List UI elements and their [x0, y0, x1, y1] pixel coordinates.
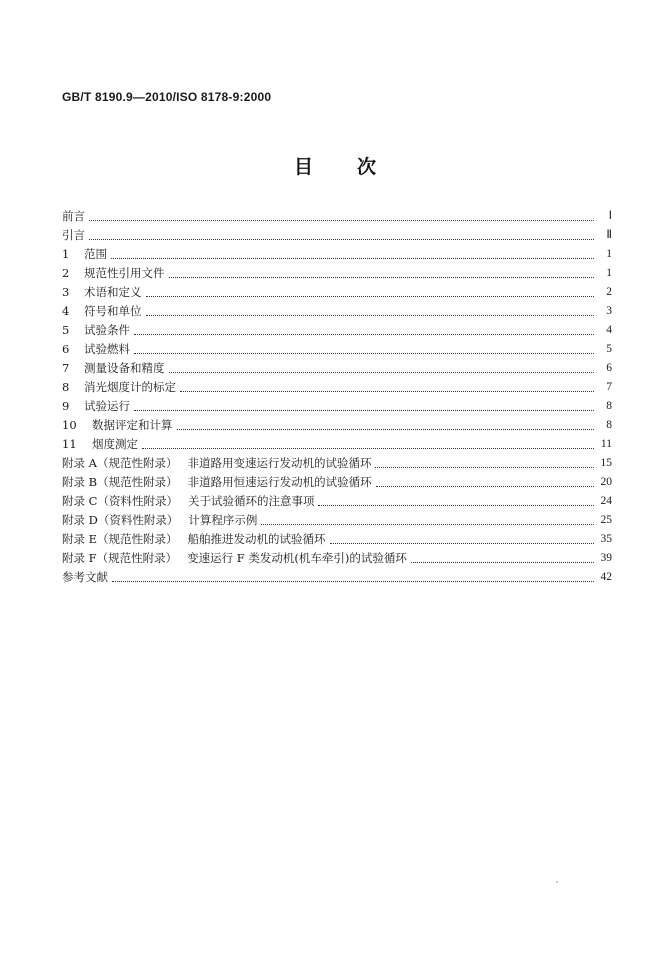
toc-page-number: Ⅱ [606, 229, 612, 241]
toc-page-number: 8 [606, 419, 612, 431]
toc-dot-leader [142, 447, 594, 449]
toc-entry-title: 术语和定义 [84, 285, 142, 299]
toc-page-number: 42 [600, 571, 612, 583]
toc-dot-leader [330, 542, 594, 544]
toc-entry-section-2[interactable] [62, 264, 612, 283]
toc-entry-title: 符号和单位 [84, 304, 142, 318]
toc-dot-leader [411, 561, 594, 563]
toc-entry-title: 引言 [62, 228, 85, 242]
page-title [0, 152, 670, 179]
table-of-contents [62, 207, 612, 587]
toc-page-number: 11 [600, 438, 612, 450]
toc-entry-section-7[interactable] [62, 359, 612, 378]
toc-entry-title: 关于试验循环的注意事项 [187, 494, 315, 508]
toc-entry-bibliography[interactable] [62, 568, 612, 587]
toc-page-number: 7 [606, 381, 612, 393]
toc-section-number: 11 [62, 437, 77, 451]
standard-code-header: GB/T 8190.9—2010/ISO 8178-9:2000 [62, 90, 272, 104]
toc-entry-title: 变速运行 F 类发动机(机车牵引)的试验循环 [187, 551, 407, 565]
toc-entry-section-11[interactable] [62, 435, 612, 454]
toc-entry-section-4[interactable] [62, 302, 612, 321]
toc-annex-label: 附录 F（规范性附录） [62, 551, 178, 565]
toc-section-number: 8 [62, 380, 70, 394]
toc-dot-leader [146, 295, 595, 297]
toc-page-number: 15 [600, 457, 612, 469]
toc-dot-leader [112, 580, 594, 582]
toc-entry-annex-f[interactable] [62, 549, 612, 568]
toc-dot-leader [146, 314, 595, 316]
toc-page-number: 35 [600, 533, 612, 545]
toc-entry-section-8[interactable] [62, 378, 612, 397]
toc-section-number: 10 [62, 418, 77, 432]
toc-section-number: 7 [62, 361, 70, 375]
toc-dot-leader [111, 257, 594, 259]
toc-page-number: 39 [600, 552, 612, 564]
toc-annex-label: 附录 C（资料性附录） [62, 494, 178, 508]
toc-entry-title: 消光烟度计的标定 [84, 380, 176, 394]
toc-page-number: 2 [606, 286, 612, 298]
toc-entry-title: 烟度测定 [92, 437, 138, 451]
toc-dot-leader [134, 333, 594, 335]
toc-section-number: 6 [62, 342, 70, 356]
toc-section-number: 9 [62, 399, 70, 413]
toc-annex-label: 附录 E（规范性附录） [62, 532, 178, 546]
toc-dot-leader [134, 352, 594, 354]
toc-page-number: 1 [606, 267, 612, 279]
toc-section-number: 5 [62, 323, 70, 337]
toc-annex-label: 附录 D（资料性附录） [62, 513, 179, 527]
toc-section-number: 4 [62, 304, 70, 318]
toc-page-number: 8 [606, 400, 612, 412]
scan-speck [556, 881, 558, 883]
toc-entry-section-3[interactable] [62, 283, 612, 302]
toc-annex-label: 附录 B（规范性附录） [62, 475, 178, 489]
toc-entry-title: 非道路用恒速运行发动机的试验循环 [187, 475, 372, 489]
toc-entry-title: 试验运行 [84, 399, 130, 413]
page-title-char-2: 次 [357, 156, 377, 178]
toc-page-number: 5 [606, 343, 612, 355]
toc-entry-title: 范围 [84, 247, 107, 261]
toc-dot-leader [261, 523, 594, 525]
toc-entry-section-10[interactable] [62, 416, 612, 435]
toc-page-number: 24 [600, 495, 612, 507]
toc-entry-annex-a[interactable] [62, 454, 612, 473]
toc-dot-leader [134, 409, 594, 411]
toc-page-number: Ⅰ [608, 210, 612, 222]
toc-entry-title: 前言 [62, 209, 85, 223]
toc-annex-label: 附录 A（规范性附录） [62, 456, 178, 470]
toc-entry-annex-b[interactable] [62, 473, 612, 492]
toc-page-number: 25 [600, 514, 612, 526]
toc-entry-title: 测量设备和精度 [84, 361, 165, 375]
toc-page-number: 1 [606, 248, 612, 260]
toc-section-number: 1 [62, 247, 70, 261]
toc-dot-leader [318, 504, 594, 506]
toc-page-number: 3 [606, 305, 612, 317]
page-title-char-1: 目 [293, 156, 313, 178]
toc-section-number: 3 [62, 285, 70, 299]
toc-entry-title: 参考文献 [62, 570, 108, 584]
toc-section-number: 2 [62, 266, 70, 280]
toc-entry-title: 船舶推进发动机的试验循环 [187, 532, 326, 546]
toc-entry-annex-e[interactable] [62, 530, 612, 549]
toc-entry-title: 数据评定和计算 [92, 418, 173, 432]
toc-entry-title: 非道路用变速运行发动机的试验循环 [187, 456, 372, 470]
toc-dot-leader [169, 276, 595, 278]
toc-dot-leader [169, 371, 595, 373]
toc-entry-foreword[interactable] [62, 207, 612, 226]
toc-page-number: 4 [606, 324, 612, 336]
toc-entry-annex-d[interactable] [62, 511, 612, 530]
toc-entry-title: 试验燃料 [84, 342, 130, 356]
toc-entry-section-5[interactable] [62, 321, 612, 340]
toc-page-number: 6 [606, 362, 612, 374]
toc-dot-leader [375, 466, 594, 468]
toc-dot-leader [89, 238, 594, 240]
toc-entry-section-6[interactable] [62, 340, 612, 359]
toc-dot-leader [89, 219, 594, 221]
toc-dot-leader [180, 390, 594, 392]
toc-dot-leader [177, 428, 595, 430]
toc-dot-leader [376, 485, 594, 487]
toc-entry-title: 计算程序示例 [188, 513, 258, 527]
toc-entry-title: 试验条件 [84, 323, 130, 337]
toc-entry-title: 规范性引用文件 [84, 266, 165, 280]
toc-entry-section-1[interactable] [62, 245, 612, 264]
toc-entry-annex-c[interactable] [62, 492, 612, 511]
toc-entry-section-9[interactable] [62, 397, 612, 416]
toc-entry-introduction[interactable] [62, 226, 612, 245]
toc-page-number: 20 [600, 476, 612, 488]
